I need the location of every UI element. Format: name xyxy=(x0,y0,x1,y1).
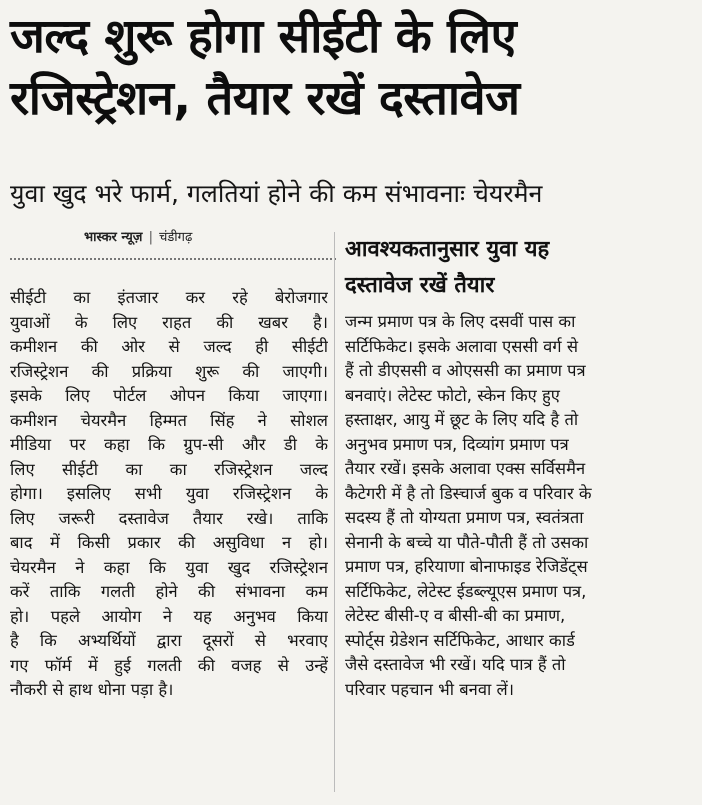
body-line: नौकरी से हाथ धोना पड़ा है। xyxy=(10,680,174,699)
sidebar-body-line: अनुभव प्रमाण पत्र, दिव्यांग प्रमाण पत्र xyxy=(345,434,569,454)
byline-divider xyxy=(10,258,336,260)
sidebar-body-line: स्पोर्ट्स ग्रेडेशन सर्टिफिकेट, आधार कार्ड xyxy=(345,630,575,650)
sidebar-body-line: सर्टिफिकेट, लेटेस्ट ईडब्ल्यूएस प्रमाण पत्र, xyxy=(345,581,587,601)
sidebar-body-line: तैयार रखें। इसके अलावा एक्स सर्विसमैन xyxy=(345,459,586,478)
body-line: गए फॉर्म में हुई गलती की वजह से उन्हें xyxy=(10,655,328,675)
subheadline: युवा खुद भरे फार्म, गलतियां होने की कम संभावनाः चेयरमैन xyxy=(10,179,543,208)
byline-location: चंडीगढ़ xyxy=(159,230,193,245)
sidebar-body-line: हस्ताक्षर, आयु में छूट के लिए यदि है तो xyxy=(345,410,579,429)
sidebar-body-line: सेनानी के बच्चे या पौते-पौती हैं तो उसका xyxy=(345,532,589,552)
body-line: रजिस्ट्रेशन की प्रक्रिया शुरू की जाएगी। xyxy=(10,361,328,381)
sidebar-body-line: कैटेगरी में है तो डिस्चार्ज बुक व परिवार के xyxy=(345,483,592,503)
body-line: मीडिया पर कहा कि ग्रुप-सी और डी के xyxy=(10,435,328,454)
sidebar-body-line: परिवार पहचान भी बनवा लें। xyxy=(345,679,514,699)
body-line: होगा। इसलिए सभी युवा रजिस्ट्रेशन के xyxy=(10,484,328,503)
sidebar-body-line: सदस्य हैं तो योग्यता प्रमाण पत्र, स्वतंत्रता xyxy=(345,508,584,527)
sidebar-heading-line-1: आवश्यकतानुसार युवा यह xyxy=(345,237,550,262)
byline-separator: | xyxy=(148,230,153,245)
article-body-left xyxy=(10,286,328,703)
body-line: बाद में किसी प्रकार की असुविधा न हो। xyxy=(10,533,328,552)
body-line: लिए जरूरी दस्तावेज तैयार रखे। ताकि xyxy=(10,508,328,528)
column-divider xyxy=(334,232,335,792)
sidebar-body-line: बनवाएं। लेटेस्ट फोटो, स्केन किए हुए xyxy=(345,385,560,405)
headline xyxy=(10,6,694,130)
body-line: चेयरमैन ने कहा कि युवा खुद रजिस्ट्रेशन xyxy=(10,557,328,577)
headline-line-2: रजिस्ट्रेशन, तैयार रखें दस्तावेज xyxy=(10,71,520,126)
body-line: कमीशन की ओर से जल्द ही सीईटी xyxy=(10,337,328,356)
body-line: इसके लिए पोर्टल ओपन किया जाएगा। xyxy=(10,386,328,405)
body-line: लिए सीईटी का का रजिस्ट्रेशन जल्द xyxy=(10,459,328,479)
body-line: हो। पहले आयोग ने यह अनुभव किया xyxy=(10,606,328,626)
sidebar-body-line: हैं तो डीएससी व ओएससी का प्रमाण पत्र xyxy=(345,361,586,380)
sidebar-body-line: लेटेस्ट बीसी-ए व बीसी-बी का प्रमाण, xyxy=(345,606,566,625)
sidebar-body-line: जैसे दस्तावेज भी रखें। यदि पात्र हैं तो xyxy=(345,655,566,674)
body-line: कमीशन चेयरमैन हिम्मत सिंह ने सोशल xyxy=(10,410,328,430)
sidebar-body-line: जन्म प्रमाण पत्र के लिए दसवीं पास का xyxy=(345,312,576,331)
sidebar-heading xyxy=(345,232,690,304)
body-line: सीईटी का इंतजार कर रहे बेरोजगार xyxy=(10,288,328,307)
body-line: करें ताकि गलती होने की संभावना कम xyxy=(10,582,328,601)
sidebar-body xyxy=(345,310,690,702)
sidebar-body-line: प्रमाण पत्र, हरियाणा बोनाफाइड रेजिडेंट्स xyxy=(345,557,588,576)
byline xyxy=(84,228,192,248)
headline-line-1: जल्द शुरू होगा सीईटी के लिए xyxy=(10,9,517,64)
body-line: है कि अभ्यर्थियों द्वारा दूसरों से भरवाए xyxy=(10,631,328,650)
sidebar-body-line: सर्टिफिकेट। इसके अलावा एससी वर्ग से xyxy=(345,336,578,356)
body-line: युवाओं के लिए राहत की खबर है। xyxy=(10,312,328,332)
sidebar-heading-line-2: दस्तावेज रखें तैयार xyxy=(345,273,495,298)
byline-source: भास्कर न्यूज़ xyxy=(84,230,143,245)
